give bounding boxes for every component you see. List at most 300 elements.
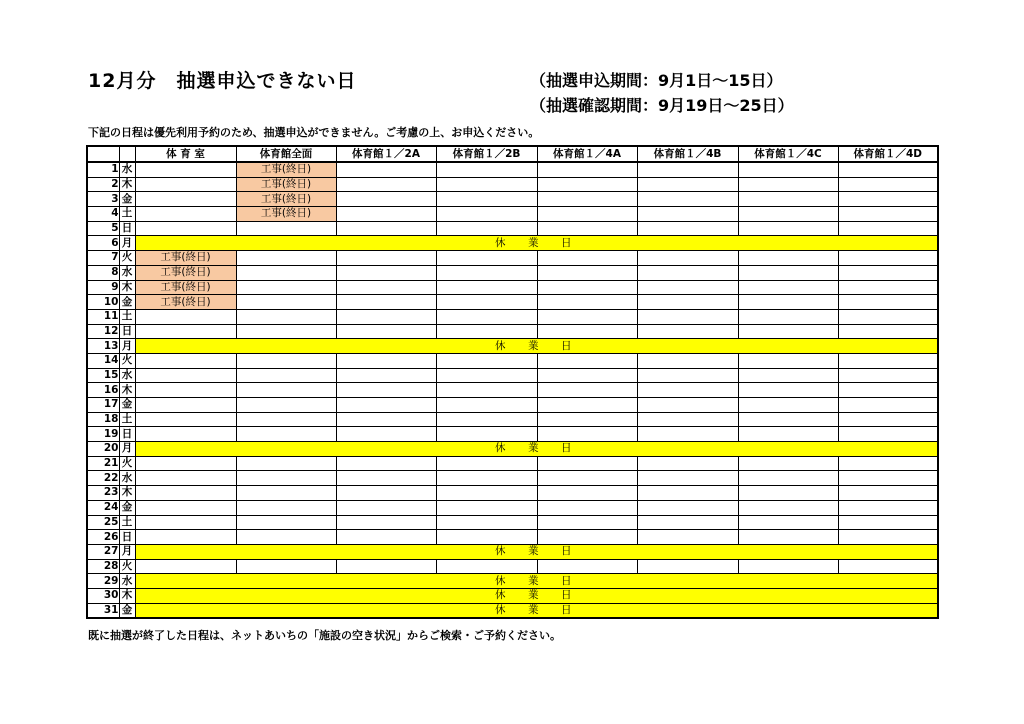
schedule-cell <box>436 456 537 471</box>
day-number: 10 <box>87 295 119 310</box>
schedule-body <box>87 162 938 618</box>
notice-top: 下記の日程は優先利用予約のため、抽選申込ができません。ご考慮の上、お申込ください。 <box>88 126 540 139</box>
table-row <box>87 353 938 368</box>
table-row <box>87 530 938 545</box>
schedule-cell <box>135 177 236 192</box>
schedule-cell <box>637 207 738 222</box>
schedule-cell <box>637 515 738 530</box>
day-number: 31 <box>87 603 119 618</box>
schedule-cell <box>838 221 938 236</box>
weekday: 月 <box>119 442 135 457</box>
table-row <box>87 207 938 222</box>
schedule-cell <box>537 353 637 368</box>
schedule-cell <box>436 162 537 177</box>
table-row <box>87 295 938 310</box>
construction-cell: 工事(終日) <box>135 265 236 280</box>
weekday: 土 <box>119 515 135 530</box>
schedule-cell <box>637 309 738 324</box>
table-row <box>87 221 938 236</box>
schedule-cell <box>436 251 537 266</box>
schedule-cell <box>436 427 537 442</box>
holiday-cell: 休 業 日 <box>135 236 938 251</box>
schedule-cell <box>436 309 537 324</box>
schedule-cell <box>537 309 637 324</box>
schedule-cell <box>236 486 336 501</box>
schedule-cell <box>336 251 436 266</box>
schedule-cell <box>436 471 537 486</box>
construction-cell: 工事(終日) <box>135 251 236 266</box>
schedule-cell <box>637 368 738 383</box>
schedule-cell <box>637 324 738 339</box>
table-row <box>87 442 938 457</box>
schedule-cell <box>336 309 436 324</box>
schedule-cell <box>135 486 236 501</box>
schedule-cell <box>135 221 236 236</box>
table-row <box>87 309 938 324</box>
day-number: 15 <box>87 368 119 383</box>
table-row <box>87 500 938 515</box>
schedule-cell <box>838 427 938 442</box>
schedule-cell <box>537 471 637 486</box>
page-title: 12月分 抽選申込できない日 <box>88 70 357 92</box>
day-number: 6 <box>87 236 119 251</box>
schedule-cell <box>838 486 938 501</box>
weekday: 日 <box>119 324 135 339</box>
column-header: 体 育 室 <box>135 146 236 162</box>
construction-cell: 工事(終日) <box>236 207 336 222</box>
schedule-cell <box>637 177 738 192</box>
schedule-cell <box>838 309 938 324</box>
table-row <box>87 265 938 280</box>
schedule-cell <box>637 530 738 545</box>
weekday: 金 <box>119 398 135 413</box>
schedule-cell <box>838 456 938 471</box>
weekday: 火 <box>119 559 135 574</box>
schedule-cell <box>838 500 938 515</box>
weekday: 金 <box>119 192 135 207</box>
schedule-table <box>86 145 939 619</box>
schedule-cell <box>738 500 838 515</box>
schedule-cell <box>336 398 436 413</box>
schedule-cell <box>336 456 436 471</box>
construction-cell: 工事(終日) <box>236 192 336 207</box>
schedule-cell <box>236 515 336 530</box>
schedule-cell <box>135 412 236 427</box>
schedule-cell <box>135 162 236 177</box>
day-number: 26 <box>87 530 119 545</box>
schedule-cell <box>838 471 938 486</box>
schedule-cell <box>838 162 938 177</box>
schedule-cell <box>637 500 738 515</box>
schedule-cell <box>135 192 236 207</box>
schedule-cell <box>637 192 738 207</box>
schedule-cell <box>135 427 236 442</box>
schedule-cell <box>236 383 336 398</box>
schedule-cell <box>135 207 236 222</box>
schedule-cell <box>838 280 938 295</box>
day-number: 12 <box>87 324 119 339</box>
schedule-cell <box>637 471 738 486</box>
schedule-cell <box>738 456 838 471</box>
schedule-cell <box>738 295 838 310</box>
schedule-cell <box>738 309 838 324</box>
table-row <box>87 559 938 574</box>
weekday-header <box>119 146 135 162</box>
schedule-cell <box>537 192 637 207</box>
schedule-cell <box>738 486 838 501</box>
weekday: 水 <box>119 368 135 383</box>
column-header: 体育館１／4A <box>537 146 637 162</box>
day-number: 13 <box>87 339 119 354</box>
schedule-cell <box>135 456 236 471</box>
table-row <box>87 251 938 266</box>
weekday: 木 <box>119 486 135 501</box>
schedule-cell <box>637 398 738 413</box>
schedule-cell <box>838 368 938 383</box>
schedule-cell <box>738 398 838 413</box>
schedule-cell <box>738 368 838 383</box>
schedule-cell <box>336 500 436 515</box>
schedule-cell <box>236 251 336 266</box>
holiday-cell: 休 業 日 <box>135 544 938 559</box>
holiday-cell: 休 業 日 <box>135 588 938 603</box>
weekday: 土 <box>119 309 135 324</box>
schedule-cell <box>537 324 637 339</box>
schedule-cell <box>336 353 436 368</box>
schedule-cell <box>236 398 336 413</box>
day-number: 18 <box>87 412 119 427</box>
table-row <box>87 486 938 501</box>
schedule-cell <box>135 383 236 398</box>
construction-cell: 工事(終日) <box>135 280 236 295</box>
day-number: 5 <box>87 221 119 236</box>
schedule-cell <box>436 559 537 574</box>
schedule-cell <box>637 162 738 177</box>
weekday: 木 <box>119 383 135 398</box>
schedule-cell <box>336 280 436 295</box>
schedule-cell <box>637 265 738 280</box>
weekday: 土 <box>119 207 135 222</box>
table-row <box>87 383 938 398</box>
weekday: 日 <box>119 427 135 442</box>
schedule-cell <box>537 383 637 398</box>
application-period: （抽選申込期間：9月1日～15日） <box>530 71 783 90</box>
schedule-cell <box>537 559 637 574</box>
schedule-cell <box>436 383 537 398</box>
schedule-cell <box>738 324 838 339</box>
column-header: 体育館１／2B <box>436 146 537 162</box>
schedule-cell <box>436 530 537 545</box>
schedule-cell <box>738 515 838 530</box>
schedule-cell <box>738 559 838 574</box>
weekday: 月 <box>119 339 135 354</box>
schedule-cell <box>537 500 637 515</box>
schedule-cell <box>436 221 537 236</box>
table-row <box>87 427 938 442</box>
schedule-cell <box>436 177 537 192</box>
schedule-cell <box>236 456 336 471</box>
day-number: 19 <box>87 427 119 442</box>
column-header: 体育館１／4D <box>838 146 938 162</box>
column-header: 体育館１／4B <box>637 146 738 162</box>
schedule-cell <box>135 353 236 368</box>
weekday: 金 <box>119 500 135 515</box>
schedule-cell <box>436 295 537 310</box>
schedule-cell <box>738 221 838 236</box>
column-header: 体育館１／2A <box>336 146 436 162</box>
day-number: 8 <box>87 265 119 280</box>
schedule-cell <box>436 265 537 280</box>
weekday: 日 <box>119 530 135 545</box>
schedule-cell <box>336 368 436 383</box>
table-row <box>87 236 938 251</box>
schedule-cell <box>738 265 838 280</box>
table-row <box>87 398 938 413</box>
holiday-cell: 休 業 日 <box>135 442 938 457</box>
day-number: 30 <box>87 588 119 603</box>
weekday: 水 <box>119 471 135 486</box>
schedule-cell <box>738 207 838 222</box>
schedule-cell <box>436 412 537 427</box>
schedule-cell <box>838 383 938 398</box>
table-row <box>87 412 938 427</box>
schedule-cell <box>135 559 236 574</box>
schedule-cell <box>838 324 938 339</box>
schedule-cell <box>838 251 938 266</box>
schedule-cell <box>637 383 738 398</box>
schedule-cell <box>336 162 436 177</box>
notice-bottom: 既に抽選が終了した日程は、ネットあいちの「施設の空き状況」からご検索・ご予約ください。 <box>88 629 561 642</box>
schedule-cell <box>336 530 436 545</box>
confirmation-period: （抽選確認期間：9月19日～25日） <box>530 96 794 115</box>
schedule-cell <box>637 251 738 266</box>
day-number: 2 <box>87 177 119 192</box>
schedule-cell <box>637 456 738 471</box>
day-number: 28 <box>87 559 119 574</box>
schedule-cell <box>436 368 537 383</box>
table-row <box>87 339 938 354</box>
schedule-cell <box>436 398 537 413</box>
schedule-cell <box>236 530 336 545</box>
schedule-cell <box>537 221 637 236</box>
schedule-cell <box>838 398 938 413</box>
schedule-cell <box>135 398 236 413</box>
schedule-cell <box>135 471 236 486</box>
table-row <box>87 515 938 530</box>
schedule-cell <box>637 559 738 574</box>
table-row <box>87 544 938 559</box>
weekday: 水 <box>119 574 135 589</box>
weekday: 火 <box>119 353 135 368</box>
schedule-cell <box>637 412 738 427</box>
schedule-cell <box>637 280 738 295</box>
schedule-cell <box>537 515 637 530</box>
weekday: 火 <box>119 251 135 266</box>
schedule-cell <box>336 265 436 280</box>
day-number: 21 <box>87 456 119 471</box>
schedule-cell <box>838 207 938 222</box>
schedule-cell <box>135 309 236 324</box>
table-row <box>87 574 938 589</box>
day-number: 20 <box>87 442 119 457</box>
schedule-cell <box>436 353 537 368</box>
table-row <box>87 603 938 618</box>
day-number: 17 <box>87 398 119 413</box>
schedule-cell <box>236 295 336 310</box>
schedule-cell <box>135 500 236 515</box>
schedule-cell <box>537 530 637 545</box>
schedule-cell <box>236 309 336 324</box>
schedule-cell <box>537 368 637 383</box>
column-header: 体育館１／4C <box>738 146 838 162</box>
schedule-cell <box>236 221 336 236</box>
table-row <box>87 588 938 603</box>
day-number: 1 <box>87 162 119 177</box>
schedule-cell <box>436 515 537 530</box>
holiday-cell: 休 業 日 <box>135 339 938 354</box>
schedule-cell <box>738 383 838 398</box>
day-header <box>87 146 119 162</box>
schedule-cell <box>637 295 738 310</box>
schedule-cell <box>637 221 738 236</box>
schedule-cell <box>336 412 436 427</box>
construction-cell: 工事(終日) <box>236 162 336 177</box>
schedule-cell <box>738 530 838 545</box>
day-number: 11 <box>87 309 119 324</box>
schedule-cell <box>436 486 537 501</box>
table-row <box>87 471 938 486</box>
schedule-cell <box>236 353 336 368</box>
weekday: 月 <box>119 544 135 559</box>
schedule-cell <box>537 265 637 280</box>
day-number: 25 <box>87 515 119 530</box>
schedule-cell <box>738 162 838 177</box>
column-header: 体育館全面 <box>236 146 336 162</box>
schedule-cell <box>738 251 838 266</box>
schedule-cell <box>738 471 838 486</box>
schedule-cell <box>336 324 436 339</box>
day-number: 9 <box>87 280 119 295</box>
schedule-cell <box>236 471 336 486</box>
schedule-cell <box>236 559 336 574</box>
schedule-cell <box>838 295 938 310</box>
schedule-cell <box>537 486 637 501</box>
day-number: 3 <box>87 192 119 207</box>
table-row <box>87 324 938 339</box>
schedule-cell <box>135 368 236 383</box>
schedule-cell <box>336 295 436 310</box>
schedule-cell <box>838 530 938 545</box>
schedule-cell <box>838 192 938 207</box>
weekday: 月 <box>119 236 135 251</box>
schedule-cell <box>838 177 938 192</box>
table-row <box>87 177 938 192</box>
schedule-cell <box>637 486 738 501</box>
schedule-cell <box>336 192 436 207</box>
schedule-cell <box>537 162 637 177</box>
schedule-cell <box>436 280 537 295</box>
schedule-cell <box>336 177 436 192</box>
schedule-cell <box>537 280 637 295</box>
header-row <box>87 146 938 162</box>
weekday: 水 <box>119 162 135 177</box>
schedule-cell <box>436 192 537 207</box>
schedule-cell <box>336 221 436 236</box>
day-number: 16 <box>87 383 119 398</box>
schedule-cell <box>436 500 537 515</box>
schedule-cell <box>537 456 637 471</box>
construction-cell: 工事(終日) <box>236 177 336 192</box>
schedule-cell <box>838 559 938 574</box>
table-row <box>87 162 938 177</box>
day-number: 14 <box>87 353 119 368</box>
schedule-cell <box>838 265 938 280</box>
construction-cell: 工事(終日) <box>135 295 236 310</box>
schedule-cell <box>537 398 637 413</box>
schedule-cell <box>236 280 336 295</box>
schedule-cell <box>537 207 637 222</box>
schedule-cell <box>336 471 436 486</box>
schedule-cell <box>336 559 436 574</box>
schedule-cell <box>838 353 938 368</box>
weekday: 日 <box>119 221 135 236</box>
day-number: 29 <box>87 574 119 589</box>
table-row <box>87 280 938 295</box>
schedule-cell <box>537 412 637 427</box>
schedule-cell <box>738 177 838 192</box>
schedule-cell <box>738 427 838 442</box>
schedule-cell <box>738 412 838 427</box>
schedule-cell <box>838 515 938 530</box>
schedule-cell <box>236 265 336 280</box>
schedule-cell <box>336 383 436 398</box>
schedule-cell <box>236 412 336 427</box>
schedule-cell <box>236 500 336 515</box>
weekday: 火 <box>119 456 135 471</box>
table-row <box>87 368 938 383</box>
weekday: 水 <box>119 265 135 280</box>
schedule-cell <box>336 486 436 501</box>
schedule-cell <box>336 207 436 222</box>
schedule-cell <box>236 324 336 339</box>
schedule-cell <box>135 324 236 339</box>
schedule-cell <box>236 427 336 442</box>
day-number: 24 <box>87 500 119 515</box>
schedule-cell <box>637 353 738 368</box>
schedule-cell <box>537 427 637 442</box>
day-number: 22 <box>87 471 119 486</box>
schedule-cell <box>537 251 637 266</box>
schedule-cell <box>336 427 436 442</box>
day-number: 7 <box>87 251 119 266</box>
schedule-cell <box>135 530 236 545</box>
schedule-cell <box>537 295 637 310</box>
schedule-cell <box>637 427 738 442</box>
schedule-cell <box>336 515 436 530</box>
schedule-cell <box>838 412 938 427</box>
schedule-cell <box>436 207 537 222</box>
table-row <box>87 192 938 207</box>
weekday: 木 <box>119 588 135 603</box>
day-number: 23 <box>87 486 119 501</box>
schedule-cell <box>738 280 838 295</box>
holiday-cell: 休 業 日 <box>135 603 938 618</box>
schedule-cell <box>236 368 336 383</box>
schedule-cell <box>537 177 637 192</box>
weekday: 木 <box>119 177 135 192</box>
weekday: 木 <box>119 280 135 295</box>
schedule-cell <box>436 324 537 339</box>
